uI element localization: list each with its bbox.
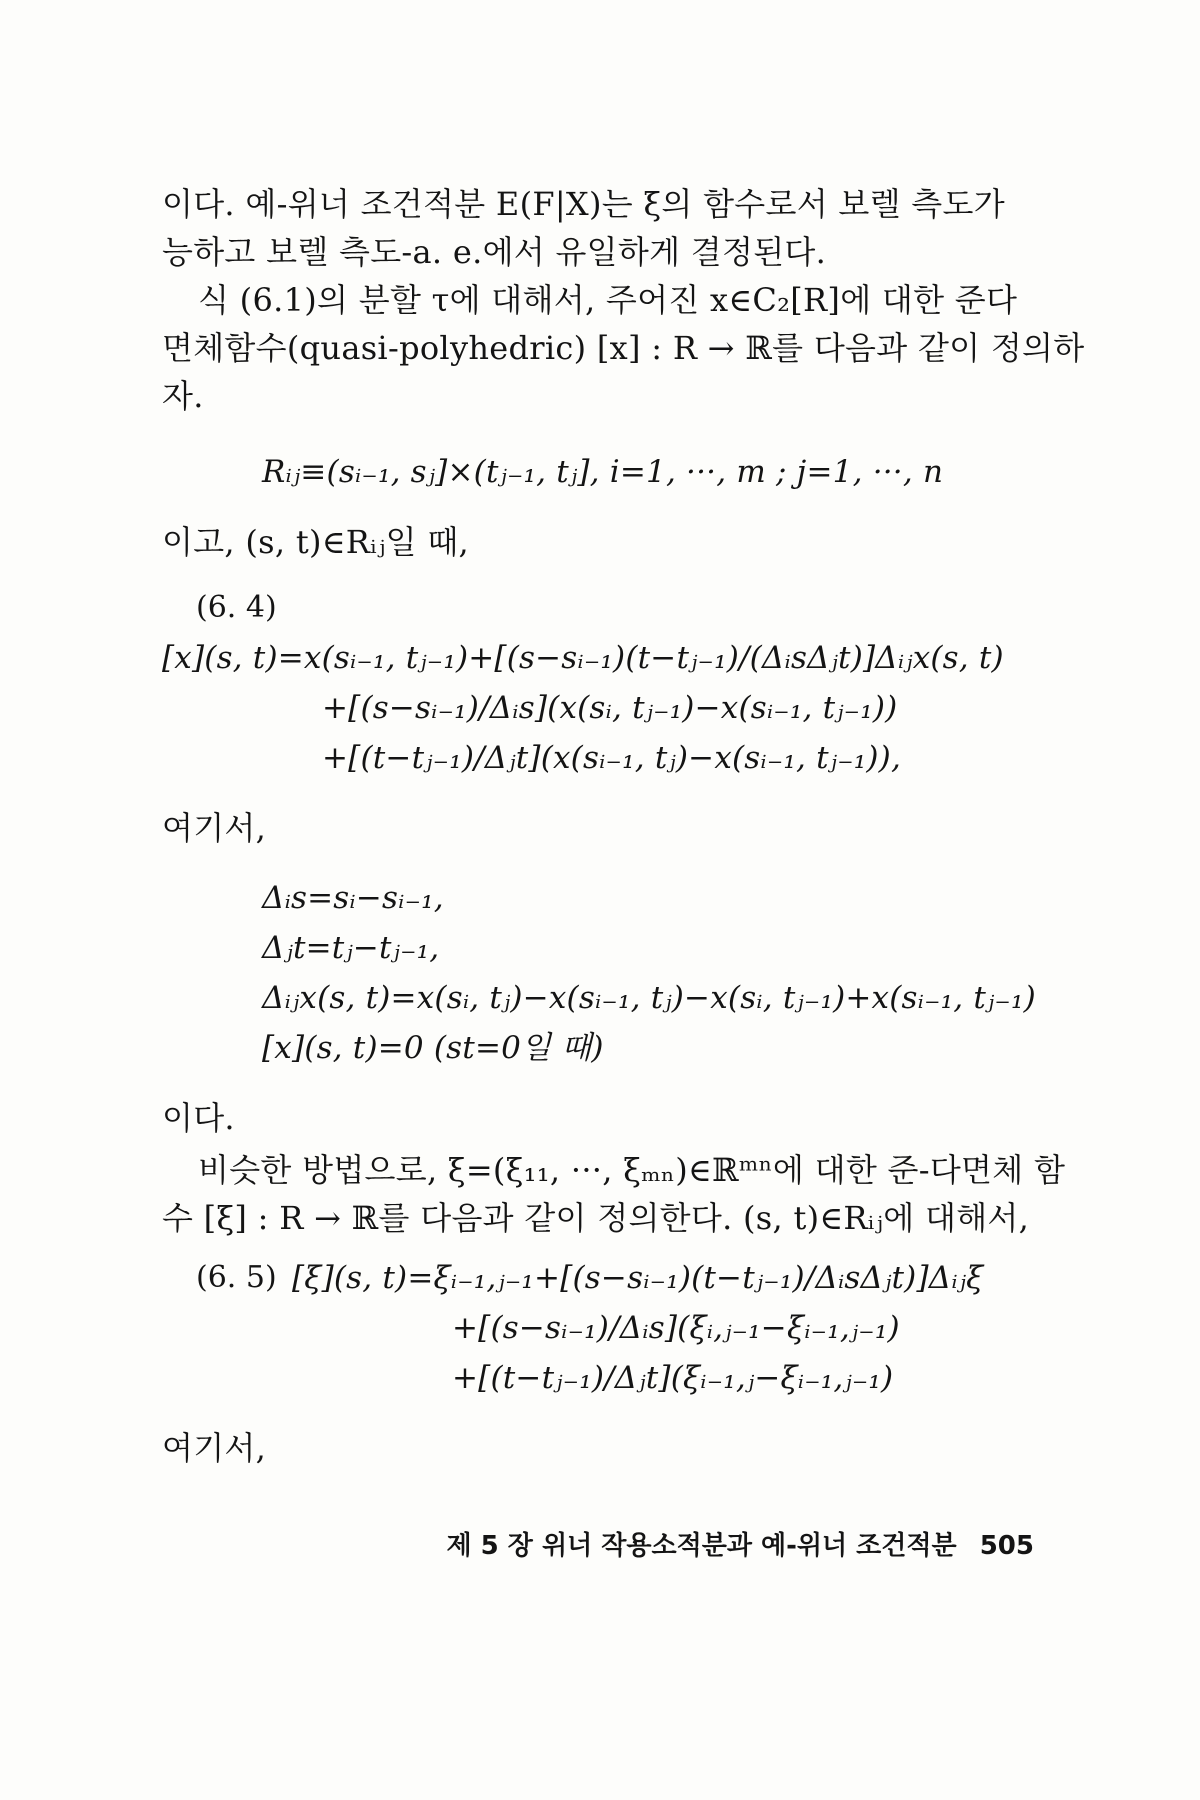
text-line: 이다. 예-위너 조건적분 E(F|X)는 ξ의 함수로서 보렐 측도가 — [162, 185, 1005, 223]
text-line: 비슷한 방법으로, ξ=(ξ₁₁, ···, ξₘₙ)∈ℝᵐⁿ에 대한 준-다면체 함 — [198, 1151, 1066, 1189]
definition-delta-s: Δᵢs=sᵢ−sᵢ₋₁, — [262, 880, 444, 916]
definition-boundary-condition: [x](s, t)=0 (st=0일 때) — [262, 1030, 604, 1066]
paragraph-xi-definition — [162, 1146, 1066, 1242]
equation-number-6-4: (6. 4) — [196, 590, 277, 625]
text-line: 자. — [162, 377, 204, 415]
text-line: 여기서, — [162, 1429, 267, 1467]
definition-delta-t: Δⱼt=tⱼ−tⱼ₋₁, — [262, 930, 440, 966]
page-footer — [446, 1528, 1034, 1564]
equation-6-4-line-2: +[(s−sᵢ₋₁)/Δᵢs](x(sᵢ, tⱼ₋₁)−x(sᵢ₋₁, tⱼ₋₁)) — [322, 690, 898, 726]
equation-6-5-line-2: +[(s−sᵢ₋₁)/Δᵢs](ξᵢ,ⱼ₋₁−ξᵢ₋₁,ⱼ₋₁) — [452, 1310, 900, 1346]
text-line: 식 (6.1)의 분할 τ에 대해서, 주어진 x∈C₂[R]에 대한 준다 — [198, 281, 1018, 319]
text-line: 수 [ξ] : R → ℝ를 다음과 같이 정의한다. (s, t)∈Rᵢⱼ에 대해서, — [162, 1199, 1030, 1237]
equation-rij-definition: Rᵢⱼ≡(sᵢ₋₁, sⱼ]×(tⱼ₋₁, tⱼ], i=1, ···, m ; j=1, ···, n — [262, 454, 944, 490]
definition-delta-ij-x: Δᵢⱼx(s, t)=x(sᵢ, tⱼ)−x(sᵢ₋₁, tⱼ)−x(sᵢ, tⱼ₋₁)+x(sᵢ₋₁, tⱼ₋₁) — [262, 980, 1036, 1016]
paragraph-quasi-polyhedric-definition — [162, 276, 1085, 420]
chapter-title: 제 5 장 위너 작용소적분과 예-위너 조건적분 — [446, 1531, 957, 1561]
equation-6-5-line-1: [ξ](s, t)=ξᵢ₋₁,ⱼ₋₁+[(s−sᵢ₋₁)(t−tⱼ₋₁)/ΔᵢsΔⱼt)]Δᵢⱼξ — [292, 1260, 984, 1296]
equation-6-5-line-3: +[(t−tⱼ₋₁)/Δⱼt](ξᵢ₋₁,ⱼ−ξᵢ₋₁,ⱼ₋₁) — [452, 1360, 894, 1396]
text-line: 면체함수(quasi-polyhedric) [x] : R → ℝ를 다음과 같이 정의하 — [162, 329, 1085, 367]
equation-6-4-line-3: +[(t−tⱼ₋₁)/Δⱼt](x(sᵢ₋₁, tⱼ)−x(sᵢ₋₁, tⱼ₋₁)), — [322, 740, 902, 776]
page-number: 505 — [979, 1531, 1034, 1561]
text-line: 여기서, — [162, 809, 267, 847]
text-line: 이고, (s, t)∈Rᵢⱼ일 때, — [162, 523, 470, 561]
text-line: 능하고 보렐 측도-a. e.에서 유일하게 결정된다. — [162, 233, 827, 271]
equation-6-4-line-1: [x](s, t)=x(sᵢ₋₁, tⱼ₋₁)+[(s−sᵢ₋₁)(t−tⱼ₋₁)/(ΔᵢsΔⱼt)]Δᵢⱼx(s, t) — [162, 640, 1004, 676]
text-line: 이다. — [162, 1099, 235, 1137]
equation-number-6-5: (6. 5) — [196, 1260, 277, 1295]
paragraph-conditional-integral — [162, 180, 1042, 276]
